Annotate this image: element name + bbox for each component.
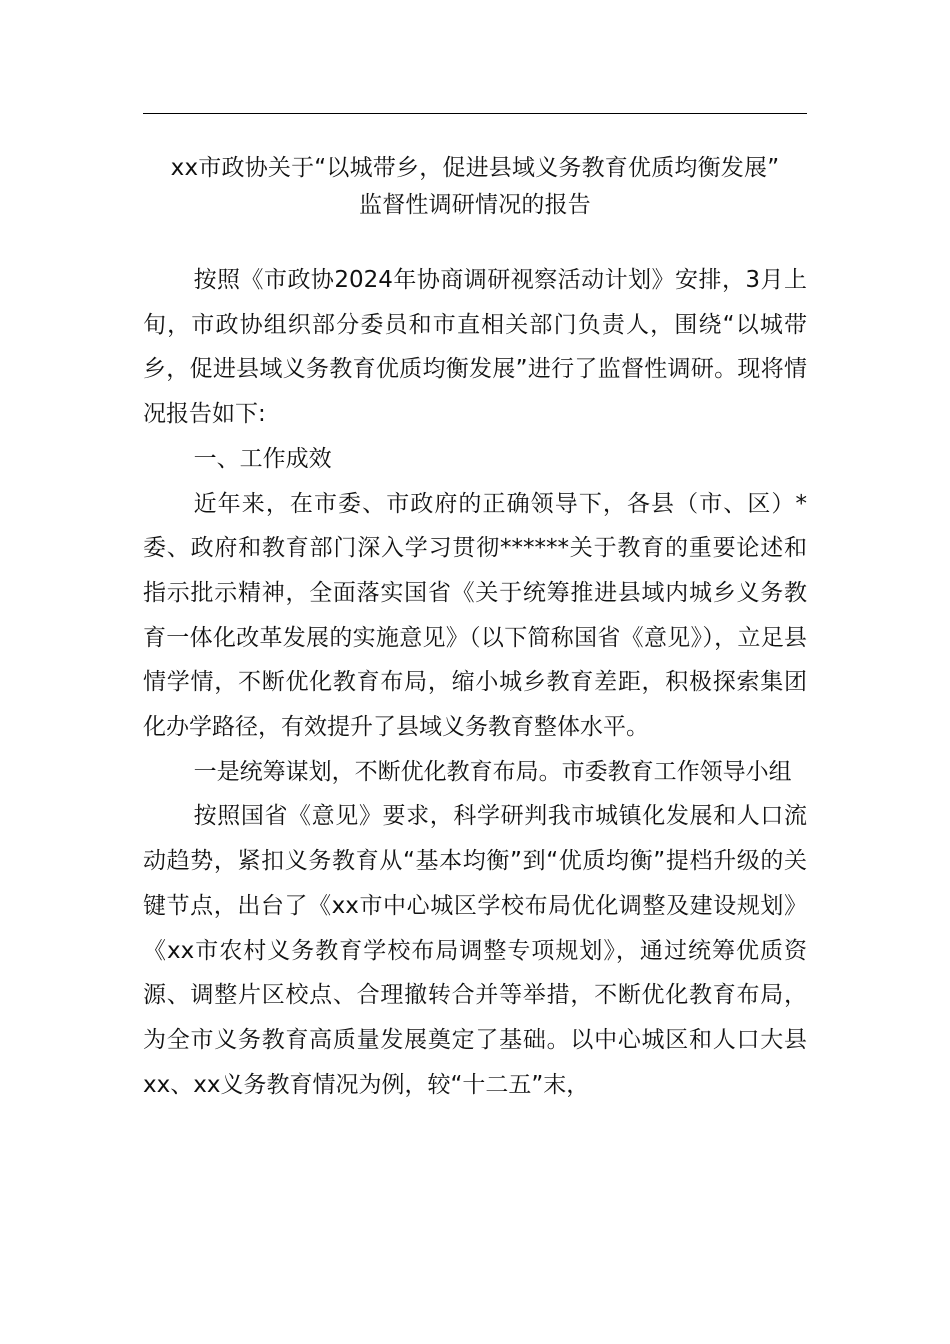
paragraph-overview: 近年来，在市委、市政府的正确领导下，各县（市、区）*委、政府和教育部门深入学习贯彻******关于教育的重要论述和指示批示精神，全面落实国省《关于统筹推进县域内城乡义务教育一体化改革发展的实施意见》（以下简称国省《意见》），立足县情学情，不断优化教育布局，缩小城乡教育差距，积极探索集团化办学路径，有效提升了县域义务教育整体水平。: [143, 490, 807, 741]
paragraph-intro: 按照《市政协2024年协商调研视察活动计划》安排，3月上旬，市政协组织部分委员和市直相关部门负责人，围绕“以城带乡，促进县域义务教育优质均衡发展”进行了监督性调研。现将情况报告如下:: [143, 267, 807, 428]
paragraph-point-one: 一是统筹谋划，不断优化教育布局。市委教育工作领导小组: [193, 758, 792, 785]
title-line-1: xx市政协关于“以城带乡，促进县域义务教育优质均衡发展”: [170, 155, 780, 181]
paragraph-layout-planning: 按照国省《意见》要求，科学研判我市城镇化发展和人口流动趋势，紧扣义务教育从“基本均衡”到“优质均衡”提档升级的关键节点，出台了《xx市中心城区学校布局优化调整及建设规划》《xx市农村义务教育学校布局调整专项规划》，通过统筹优质资源、调整片区校点、合理撤转合并等举措，不断优化教育布局，为全市义务教育高质量发展奠定了基础。以中心城区和人口大县xx、xx义务教育情况为例，较“十二五”末，: [143, 803, 807, 1098]
section-heading-achievements: 一、工作成效: [193, 445, 332, 472]
title-line-2: 监督性调研情况的报告: [359, 192, 591, 218]
document-title: [143, 150, 807, 224]
header-rule: [143, 113, 807, 114]
document-body: [143, 258, 807, 1107]
